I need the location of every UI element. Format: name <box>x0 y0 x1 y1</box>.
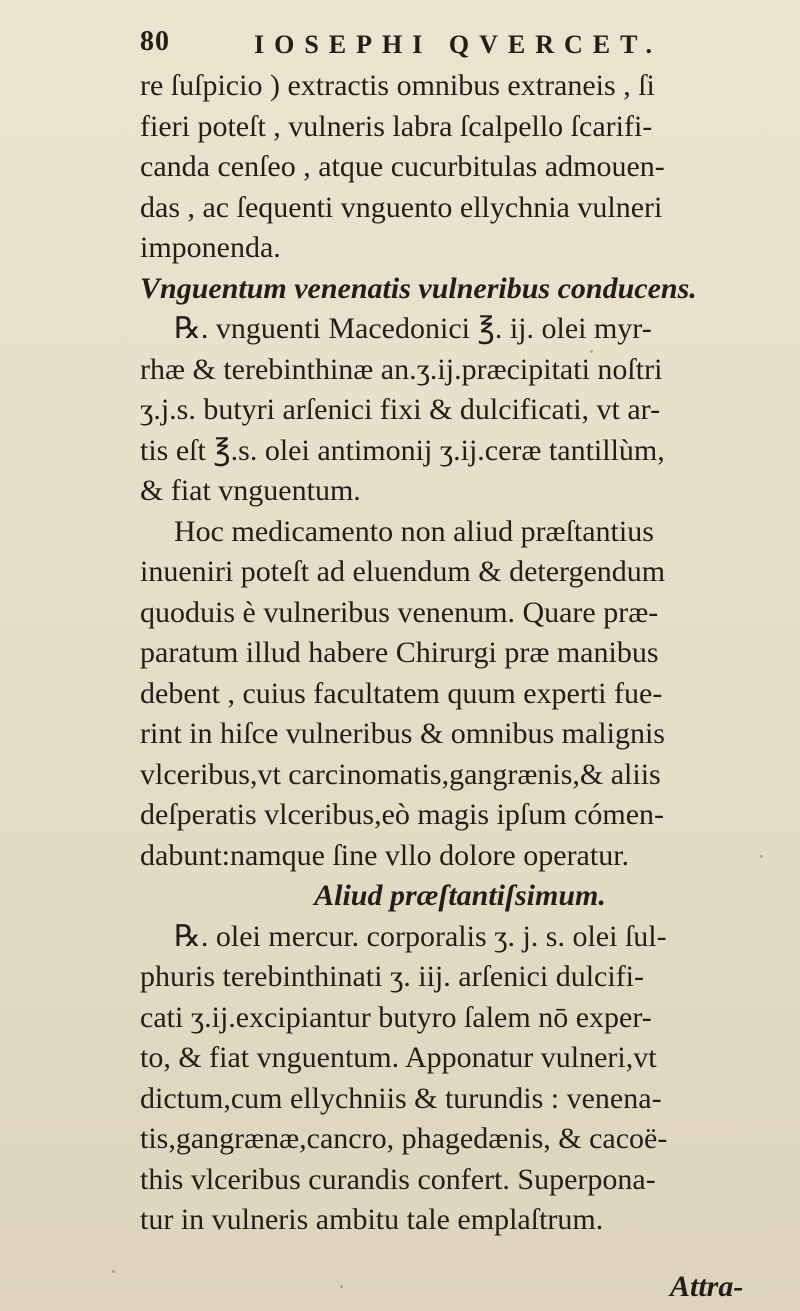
running-head <box>140 18 780 64</box>
text-line: tis eſt ℥.s. olei antimonij ʒ.ij.ceræ tantillùm, <box>140 433 665 467</box>
text-line: cati ʒ.ij.excipiantur butyro ſalem nō exper- <box>140 1000 652 1034</box>
text-line: this vlceribus curandis confert. Superpona- <box>140 1162 656 1196</box>
text-line: Hoc medicamento non aliud præſtantius <box>174 514 654 548</box>
text-line: tur in vulneris ambitu tale emplaſtrum. <box>140 1203 604 1236</box>
text-line: imponenda. <box>140 231 281 264</box>
paper-speck <box>112 1270 115 1273</box>
paper-speck <box>340 1285 343 1288</box>
text-line: ℞. vnguenti Macedonici ℥. ij. olei myr- <box>174 312 652 345</box>
text-line: phuris terebinthinati ʒ. iij. arſenici dulcifi- <box>140 960 645 993</box>
text-line: debent , cuius facultatem quum experti fue- <box>140 676 663 710</box>
text-line: deſperatis vlceribus,eò magis ipſum cómen- <box>140 798 665 831</box>
section-heading: Aliud præſtantiſsimum. <box>314 879 606 912</box>
text-line: canda cenſeo , atque cucurbitulas admouen- <box>140 150 665 183</box>
text-line: fieri poteſt , vulneris labra ſcalpello ſcarifi- <box>140 109 653 143</box>
text-line: paratum illud habere Chirurgi præ manibus <box>140 636 659 669</box>
running-title: IOSEPHI QVERCET. <box>254 30 663 59</box>
text-line: ℞. olei mercur. corporalis ʒ. j. s. olei ſul- <box>174 919 667 953</box>
text-line: quoduis è vulneribus venenum. Quare præ- <box>140 595 659 629</box>
paper-speck <box>760 855 763 858</box>
text-line: rhæ & terebinthinæ an.ʒ.ij.præcipitati noſtri <box>140 352 663 386</box>
body-text <box>140 66 780 1241</box>
text-line: dictum,cum ellychniis & turundis : venena- <box>140 1081 662 1115</box>
catchword: Attra- <box>670 1270 744 1303</box>
text-line: das , ac ſequenti vnguento ellychnia vulneri <box>140 190 663 224</box>
text-line: rint in hiſce vulneribus & omnibus malignis <box>140 717 665 750</box>
text-line: re ſuſpicio ) extractis omnibus extraneis , ſi <box>140 69 655 102</box>
text-line: ʒ.j.s. butyri arſenici fixi & dulcificati, vt ar- <box>140 393 661 426</box>
paper-speck <box>590 350 593 353</box>
section-heading: Vnguentum venenatis vulneribus conducens. <box>140 271 697 305</box>
text-line: to, & fiat vnguentum. Apponatur vulneri,vt <box>140 1041 657 1074</box>
text-line: & fiat vnguentum. <box>140 474 361 507</box>
text-line: dabunt:namque ſine vllo dolore operatur. <box>140 838 630 872</box>
text-line: vlceribus,vt carcinomatis,gangrænis,& aliis <box>140 757 661 791</box>
text-line: tis,gangrænæ,cancro, phagedænis, & cacoë- <box>140 1122 668 1155</box>
text-line: inueniri poteſt ad eluendum & detergendum <box>140 555 666 588</box>
folio-number: 80 <box>140 26 170 57</box>
